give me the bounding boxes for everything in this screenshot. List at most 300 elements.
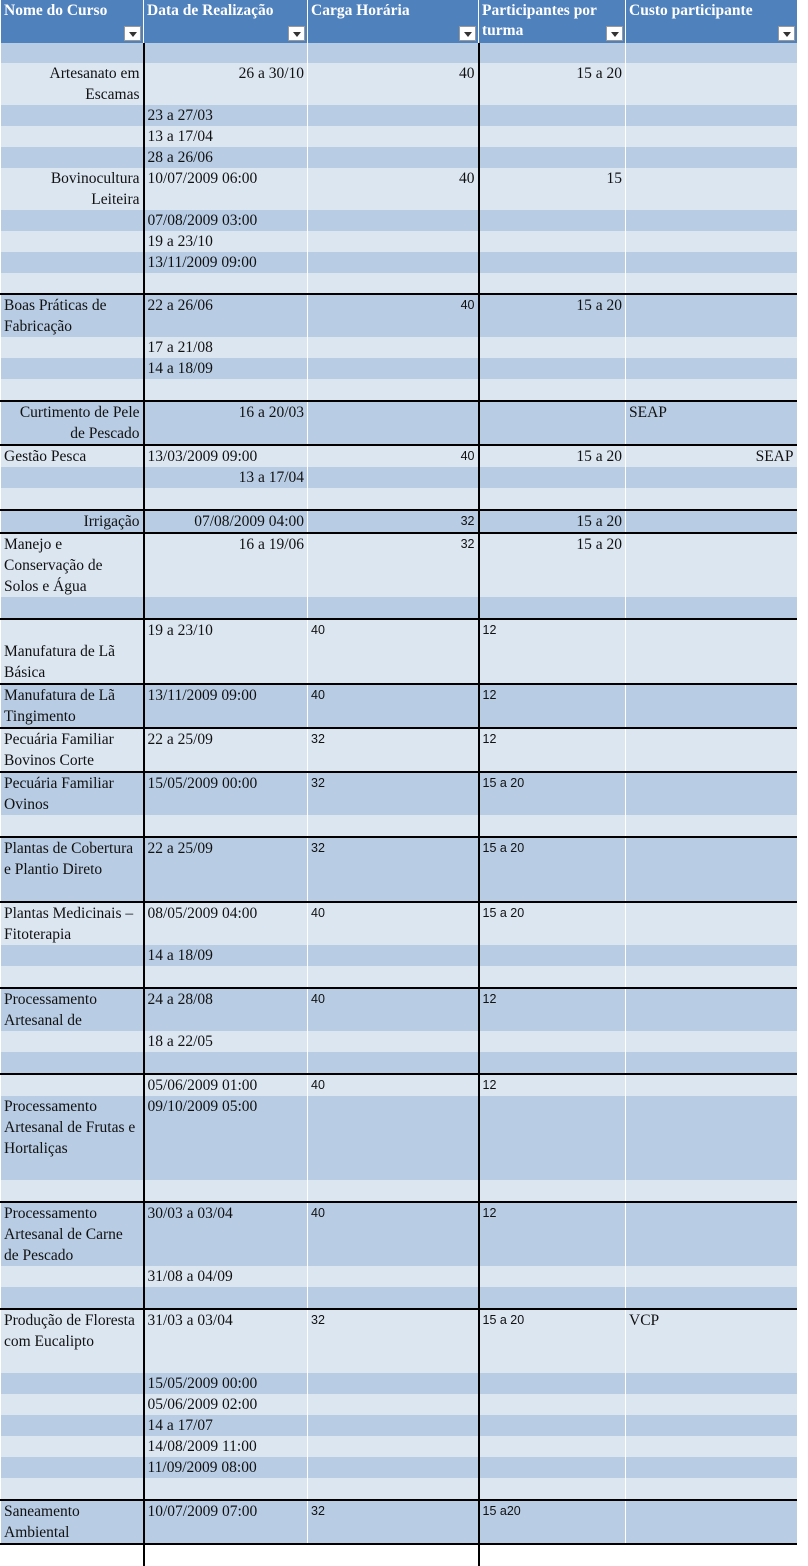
cell-data[interactable] — [144, 1287, 308, 1309]
cell-custo[interactable] — [626, 105, 797, 126]
cell-participantes[interactable] — [479, 401, 626, 445]
cell-carga[interactable] — [308, 105, 479, 126]
cell-nome[interactable] — [1, 1266, 144, 1287]
cell-carga[interactable]: 32 — [308, 1309, 479, 1373]
cell-participantes[interactable] — [479, 1373, 626, 1394]
cell-nome[interactable] — [1, 1415, 144, 1436]
cell-data[interactable]: 31/03 a 03/04 — [144, 1309, 308, 1373]
cell-participantes[interactable] — [479, 488, 626, 510]
cell-nome[interactable] — [1, 210, 144, 231]
header-custo: Custo participante — [626, 0, 797, 43]
filter-dropdown-icon[interactable] — [124, 26, 141, 41]
cell-carga[interactable] — [308, 273, 479, 294]
cell-custo[interactable] — [626, 1180, 797, 1202]
cell-custo[interactable] — [626, 815, 797, 837]
cell-custo[interactable] — [626, 1436, 797, 1457]
cell-nome[interactable] — [1, 337, 144, 358]
table-row — [1, 43, 797, 63]
cell-data[interactable]: 16 a 20/03 — [144, 401, 308, 445]
cell-custo[interactable] — [626, 126, 797, 147]
cell-nome[interactable]: Manejo e Conservação de Solos e Água — [1, 533, 144, 597]
table-row — [1, 510, 797, 533]
cell-participantes[interactable] — [479, 1052, 626, 1074]
cell-participantes[interactable] — [479, 231, 626, 252]
cell-participantes[interactable]: 15 a 20 — [479, 837, 626, 902]
cell-nome[interactable] — [1, 126, 144, 147]
cell-custo[interactable] — [626, 210, 797, 231]
cell-data[interactable]: 31/08 a 04/09 — [144, 1266, 308, 1287]
cell-data[interactable] — [144, 641, 308, 684]
table-row — [1, 1180, 797, 1202]
cell-custo[interactable] — [626, 358, 797, 379]
cell-nome[interactable] — [1, 1457, 144, 1478]
cell-carga[interactable] — [308, 1373, 479, 1394]
cell-participantes[interactable] — [479, 1394, 626, 1415]
cell-nome[interactable]: Pecuária Familiar Bovinos Corte — [1, 728, 144, 772]
cell-custo[interactable] — [626, 294, 797, 337]
cell-participantes[interactable]: 15 a 20 — [479, 63, 626, 105]
cell-carga[interactable]: 32 — [308, 533, 479, 597]
cell-custo[interactable] — [626, 488, 797, 510]
cell-participantes[interactable]: 15 a 20 — [479, 445, 626, 467]
cell-nome[interactable]: Gestão Pesca — [1, 445, 144, 467]
filter-dropdown-icon[interactable] — [778, 26, 795, 41]
cell-nome[interactable] — [1, 815, 144, 837]
table-row — [1, 1074, 797, 1096]
cell-participantes[interactable] — [479, 966, 626, 988]
cell-custo[interactable] — [626, 684, 797, 728]
cell-data[interactable]: 10/07/2009 06:00 — [144, 168, 308, 210]
cell-nome[interactable]: Curtimento de Pele de Pescado — [1, 401, 144, 445]
cell-data[interactable]: 19 a 23/10 — [144, 619, 308, 641]
cell-participantes[interactable] — [479, 252, 626, 273]
cell-data[interactable]: 24 a 28/08 — [144, 988, 308, 1031]
cell-nome[interactable] — [1, 1180, 144, 1202]
cell-nome[interactable]: Pecuária Familiar Ovinos — [1, 772, 144, 815]
table-row — [1, 63, 797, 105]
cell-data[interactable]: 05/06/2009 01:00 — [144, 1074, 308, 1096]
cell-nome[interactable]: Bovinocultura Leiteira — [1, 168, 144, 210]
cell-custo[interactable] — [626, 597, 797, 619]
cell-carga[interactable]: 40 — [308, 445, 479, 467]
cell-nome[interactable] — [1, 105, 144, 126]
cell-data[interactable]: 17 a 21/08 — [144, 337, 308, 358]
cell-carga[interactable] — [308, 1287, 479, 1309]
table-row — [1, 1096, 797, 1180]
cell-nome[interactable] — [1, 1478, 144, 1500]
cell-carga[interactable] — [308, 1415, 479, 1436]
cell-participantes[interactable] — [479, 597, 626, 619]
table-row — [1, 1500, 797, 1544]
cell-nome[interactable]: Saneamento Ambiental — [1, 1500, 144, 1544]
cell-carga[interactable]: 40 — [308, 684, 479, 728]
cell-custo[interactable] — [626, 966, 797, 988]
cell-carga[interactable]: 40 — [308, 619, 479, 641]
cell-participantes[interactable] — [479, 210, 626, 231]
cell-carga[interactable] — [308, 641, 479, 684]
cell-carga[interactable] — [308, 1436, 479, 1457]
cell-data[interactable] — [144, 966, 308, 988]
cell-data[interactable]: 14 a 18/09 — [144, 358, 308, 379]
cell-nome[interactable]: Boas Práticas de Fabricação — [1, 294, 144, 337]
cell-participantes[interactable] — [479, 273, 626, 294]
cell-participantes[interactable] — [479, 1457, 626, 1478]
cell-participantes[interactable]: 12 — [479, 728, 626, 772]
cell-participantes[interactable] — [479, 945, 626, 966]
cell-data[interactable]: 22 a 25/09 — [144, 837, 308, 902]
header-carga-horaria: Carga Horária — [308, 0, 479, 43]
cell-nome[interactable]: Plantas de Cobertura e Plantio Direto — [1, 837, 144, 902]
cell-nome[interactable] — [1, 1436, 144, 1457]
cell-participantes[interactable]: 12 — [479, 684, 626, 728]
cell-custo[interactable] — [626, 1394, 797, 1415]
cell-custo[interactable] — [626, 1052, 797, 1074]
cell-carga[interactable] — [308, 252, 479, 273]
cell-participantes[interactable] — [479, 1266, 626, 1287]
cell-custo[interactable] — [626, 945, 797, 966]
cell-nome[interactable]: Produção de Floresta com Eucalipto — [1, 1309, 144, 1373]
cell-custo[interactable] — [626, 1373, 797, 1394]
cell-custo[interactable] — [626, 619, 797, 641]
cell-participantes[interactable] — [479, 1478, 626, 1500]
cell-carga[interactable] — [308, 43, 479, 63]
cell-carga[interactable] — [308, 210, 479, 231]
cell-carga[interactable]: 32 — [308, 772, 479, 815]
cell-participantes[interactable]: 15 — [479, 168, 626, 210]
cell-custo[interactable] — [626, 988, 797, 1031]
cell-custo[interactable] — [626, 337, 797, 358]
cell-carga[interactable]: 40 — [308, 1202, 479, 1266]
table-row — [1, 126, 797, 147]
cell-nome[interactable] — [1, 358, 144, 379]
cell-nome[interactable] — [1, 252, 144, 273]
cell-nome[interactable] — [1, 1373, 144, 1394]
cell-custo[interactable] — [626, 273, 797, 294]
cell-carga[interactable] — [308, 147, 479, 168]
cell-custo[interactable] — [626, 1500, 797, 1544]
cell-nome[interactable] — [1, 1544, 144, 1566]
cell-data[interactable] — [144, 273, 308, 294]
cell-carga[interactable] — [308, 1478, 479, 1500]
cell-data[interactable]: 16 a 19/06 — [144, 533, 308, 597]
table-row — [1, 168, 797, 210]
cell-carga[interactable] — [308, 379, 479, 401]
cell-participantes[interactable] — [479, 641, 626, 684]
table-row — [1, 337, 797, 358]
cell-data[interactable] — [144, 1052, 308, 1074]
cell-data[interactable]: 13/11/2009 09:00 — [144, 252, 308, 273]
cell-custo[interactable] — [626, 168, 797, 210]
cell-nome[interactable] — [1, 1394, 144, 1415]
cell-data[interactable]: 14/08/2009 11:00 — [144, 1436, 308, 1457]
cell-nome[interactable] — [1, 1031, 144, 1052]
cell-data[interactable]: 15/05/2009 00:00 — [144, 1373, 308, 1394]
table-row — [1, 358, 797, 379]
table-row — [1, 1415, 797, 1436]
filter-dropdown-icon[interactable] — [459, 26, 476, 41]
cell-data[interactable]: 26 a 30/10 — [144, 63, 308, 105]
cell-nome[interactable]: Artesanato em Escamas — [1, 63, 144, 105]
cell-data[interactable]: 09/10/2009 05:00 — [144, 1096, 308, 1180]
cell-data[interactable]: 19 a 23/10 — [144, 231, 308, 252]
table-row — [1, 684, 797, 728]
cell-nome[interactable] — [1, 379, 144, 401]
cell-data[interactable]: 07/08/2009 03:00 — [144, 210, 308, 231]
cell-participantes[interactable] — [479, 1544, 626, 1566]
cell-custo[interactable] — [626, 1202, 797, 1266]
table-row — [1, 728, 797, 772]
cell-custo[interactable] — [626, 63, 797, 105]
table-row — [1, 641, 797, 684]
table-row — [1, 231, 797, 252]
cell-carga[interactable] — [308, 126, 479, 147]
cell-participantes[interactable]: 15 a20 — [479, 1500, 626, 1544]
cell-nome[interactable] — [1, 43, 144, 63]
cell-data[interactable]: 10/07/2009 07:00 — [144, 1500, 308, 1544]
cell-custo[interactable] — [626, 1544, 797, 1566]
cell-custo[interactable]: SEAP — [626, 401, 797, 445]
table-row — [1, 1266, 797, 1287]
cell-participantes[interactable] — [479, 1287, 626, 1309]
table-row — [1, 1394, 797, 1415]
cell-custo[interactable] — [626, 1096, 797, 1180]
cell-carga[interactable]: 32 — [308, 837, 479, 902]
cell-carga[interactable]: 40 — [308, 168, 479, 210]
cell-carga[interactable] — [308, 597, 479, 619]
cell-data[interactable] — [144, 597, 308, 619]
cell-nome[interactable] — [1, 231, 144, 252]
cell-carga[interactable]: 40 — [308, 1074, 479, 1096]
cell-data[interactable]: 18 a 22/05 — [144, 1031, 308, 1052]
cell-nome[interactable]: Plantas Medicinais – Fitoterapia — [1, 902, 144, 945]
table-row — [1, 1309, 797, 1373]
cell-custo[interactable] — [626, 728, 797, 772]
table-row — [1, 252, 797, 273]
cell-nome[interactable]: Manufatura de Lã Básica — [1, 641, 144, 684]
table-row — [1, 294, 797, 337]
cell-data[interactable] — [144, 379, 308, 401]
table-row — [1, 467, 797, 488]
cell-carga[interactable]: 32 — [308, 728, 479, 772]
cell-carga[interactable] — [308, 1544, 479, 1566]
cell-nome[interactable] — [1, 467, 144, 488]
cell-custo[interactable] — [626, 641, 797, 684]
table-row — [1, 1544, 797, 1566]
cell-participantes[interactable]: 15 a 20 — [479, 510, 626, 533]
cell-carga[interactable] — [308, 401, 479, 445]
cell-nome[interactable]: Manufatura de Lã Tingimento — [1, 684, 144, 728]
cell-carga[interactable] — [308, 1266, 479, 1287]
cell-data[interactable]: 13/03/2009 09:00 — [144, 445, 308, 467]
cell-custo[interactable] — [626, 902, 797, 945]
table-row — [1, 533, 797, 597]
cell-nome[interactable] — [1, 619, 144, 641]
cell-custo[interactable] — [626, 43, 797, 63]
cell-participantes[interactable] — [479, 43, 626, 63]
cell-nome[interactable] — [1, 273, 144, 294]
cell-carga[interactable] — [308, 231, 479, 252]
cell-nome[interactable]: Irrigação — [1, 510, 144, 533]
cell-nome[interactable] — [1, 945, 144, 966]
table-row — [1, 488, 797, 510]
cell-participantes[interactable] — [479, 105, 626, 126]
cell-participantes[interactable]: 12 — [479, 988, 626, 1031]
cell-carga[interactable]: 40 — [308, 63, 479, 105]
cell-custo[interactable] — [626, 1415, 797, 1436]
cell-nome[interactable] — [1, 1052, 144, 1074]
cell-nome[interactable] — [1, 597, 144, 619]
cell-data[interactable] — [144, 43, 308, 63]
table-row — [1, 1031, 797, 1052]
cell-custo[interactable] — [626, 252, 797, 273]
cell-custo[interactable] — [626, 772, 797, 815]
cell-carga[interactable] — [308, 966, 479, 988]
cell-data[interactable]: 22 a 26/06 — [144, 294, 308, 337]
cell-carga[interactable] — [308, 358, 479, 379]
cell-participantes[interactable] — [479, 379, 626, 401]
cell-custo[interactable]: VCP — [626, 1309, 797, 1373]
cell-custo[interactable] — [626, 533, 797, 597]
cell-custo[interactable] — [626, 1266, 797, 1287]
cell-carga[interactable]: 40 — [308, 902, 479, 945]
cell-participantes[interactable] — [479, 1436, 626, 1457]
cell-data[interactable]: 14 a 18/09 — [144, 945, 308, 966]
cell-carga[interactable] — [308, 1180, 479, 1202]
cell-nome[interactable] — [1, 147, 144, 168]
header-participantes: Participantes por turma — [479, 0, 626, 43]
cell-participantes[interactable]: 12 — [479, 1074, 626, 1096]
cell-data[interactable]: 13/11/2009 09:00 — [144, 684, 308, 728]
cell-participantes[interactable]: 15 a 20 — [479, 772, 626, 815]
cell-carga[interactable]: 32 — [308, 1500, 479, 1544]
cell-data[interactable]: 13 a 17/04 — [144, 126, 308, 147]
header-data-realizacao: Data de Realização — [144, 0, 308, 43]
cell-data[interactable]: 08/05/2009 04:00 — [144, 902, 308, 945]
filter-dropdown-icon[interactable] — [606, 26, 623, 41]
cell-carga[interactable] — [308, 945, 479, 966]
cell-data[interactable]: 11/09/2009 08:00 — [144, 1457, 308, 1478]
cell-custo[interactable] — [626, 467, 797, 488]
cell-nome[interactable]: Processamento Artesanal de — [1, 988, 144, 1031]
cell-custo[interactable] — [626, 1287, 797, 1309]
cell-custo[interactable]: SEAP — [626, 445, 797, 467]
cell-carga[interactable] — [308, 1457, 479, 1478]
cell-nome[interactable] — [1, 488, 144, 510]
cell-data[interactable] — [144, 1478, 308, 1500]
cell-data[interactable]: 15/05/2009 00:00 — [144, 772, 308, 815]
cell-custo[interactable] — [626, 231, 797, 252]
table-row — [1, 401, 797, 445]
table-row — [1, 1202, 797, 1266]
cell-carga[interactable] — [308, 1096, 479, 1180]
cell-participantes[interactable]: 15 a 20 — [479, 902, 626, 945]
cell-carga[interactable]: 40 — [308, 294, 479, 337]
cell-nome[interactable]: Processamento Artesanal de Carne de Pescado — [1, 1202, 144, 1266]
cell-nome[interactable]: Processamento Artesanal de Frutas e Hortaliças — [1, 1096, 144, 1180]
table-row — [1, 966, 797, 988]
table-row — [1, 1478, 797, 1500]
cell-participantes[interactable] — [479, 358, 626, 379]
cell-participantes[interactable]: 15 a 20 — [479, 533, 626, 597]
cell-carga[interactable] — [308, 815, 479, 837]
cell-custo[interactable] — [626, 147, 797, 168]
table-row — [1, 273, 797, 294]
cell-carga[interactable] — [308, 467, 479, 488]
cell-custo[interactable] — [626, 1478, 797, 1500]
table-row — [1, 815, 797, 837]
table-row — [1, 379, 797, 401]
header-nome-do-curso: Nome do Curso — [1, 0, 144, 43]
cell-custo[interactable] — [626, 1074, 797, 1096]
cell-nome[interactable] — [1, 1287, 144, 1309]
cell-participantes[interactable] — [479, 1031, 626, 1052]
table-row — [1, 902, 797, 945]
cell-participantes[interactable] — [479, 147, 626, 168]
cell-data[interactable]: 05/06/2009 02:00 — [144, 1394, 308, 1415]
table-row — [1, 1287, 797, 1309]
table-row — [1, 619, 797, 641]
cell-participantes[interactable]: 12 — [479, 1202, 626, 1266]
cell-carga[interactable] — [308, 337, 479, 358]
cell-carga[interactable]: 32 — [308, 510, 479, 533]
table-row — [1, 837, 797, 902]
cell-participantes[interactable] — [479, 337, 626, 358]
table-row — [1, 147, 797, 168]
cell-carga[interactable]: 40 — [308, 988, 479, 1031]
table-row — [1, 597, 797, 619]
table-row — [1, 1436, 797, 1457]
table-row — [1, 988, 797, 1031]
cell-custo[interactable] — [626, 1457, 797, 1478]
cell-participantes[interactable]: 15 a 20 — [479, 294, 626, 337]
cell-participantes[interactable]: 12 — [479, 619, 626, 641]
cell-custo[interactable] — [626, 510, 797, 533]
filter-dropdown-icon[interactable] — [288, 26, 305, 41]
cell-data[interactable] — [144, 1544, 308, 1566]
cell-participantes[interactable] — [479, 815, 626, 837]
cell-carga[interactable] — [308, 1031, 479, 1052]
cell-data[interactable] — [144, 815, 308, 837]
cell-participantes[interactable] — [479, 1180, 626, 1202]
cell-data[interactable]: 07/08/2009 04:00 — [144, 510, 308, 533]
cell-data[interactable]: 23 a 27/03 — [144, 105, 308, 126]
cell-data[interactable]: 14 a 17/07 — [144, 1415, 308, 1436]
cell-data[interactable]: 28 a 26/06 — [144, 147, 308, 168]
table-row — [1, 445, 797, 467]
cell-custo[interactable] — [626, 379, 797, 401]
table-row — [1, 1052, 797, 1074]
cell-carga[interactable] — [308, 1052, 479, 1074]
cell-data[interactable]: 13 a 17/04 — [144, 467, 308, 488]
cell-data[interactable] — [144, 488, 308, 510]
cell-participantes[interactable]: 15 a 20 — [479, 1309, 626, 1373]
cell-custo[interactable] — [626, 1031, 797, 1052]
cell-participantes[interactable] — [479, 467, 626, 488]
cell-nome[interactable] — [1, 1074, 144, 1096]
cell-custo[interactable] — [626, 837, 797, 902]
table-row — [1, 945, 797, 966]
cell-data[interactable]: 30/03 a 03/04 — [144, 1202, 308, 1266]
cell-data[interactable] — [144, 1180, 308, 1202]
cell-carga[interactable] — [308, 1394, 479, 1415]
cell-nome[interactable] — [1, 966, 144, 988]
cell-participantes[interactable] — [479, 126, 626, 147]
cell-carga[interactable] — [308, 488, 479, 510]
cell-participantes[interactable] — [479, 1096, 626, 1180]
cell-data[interactable]: 22 a 25/09 — [144, 728, 308, 772]
table-row — [1, 105, 797, 126]
cell-participantes[interactable] — [479, 1415, 626, 1436]
